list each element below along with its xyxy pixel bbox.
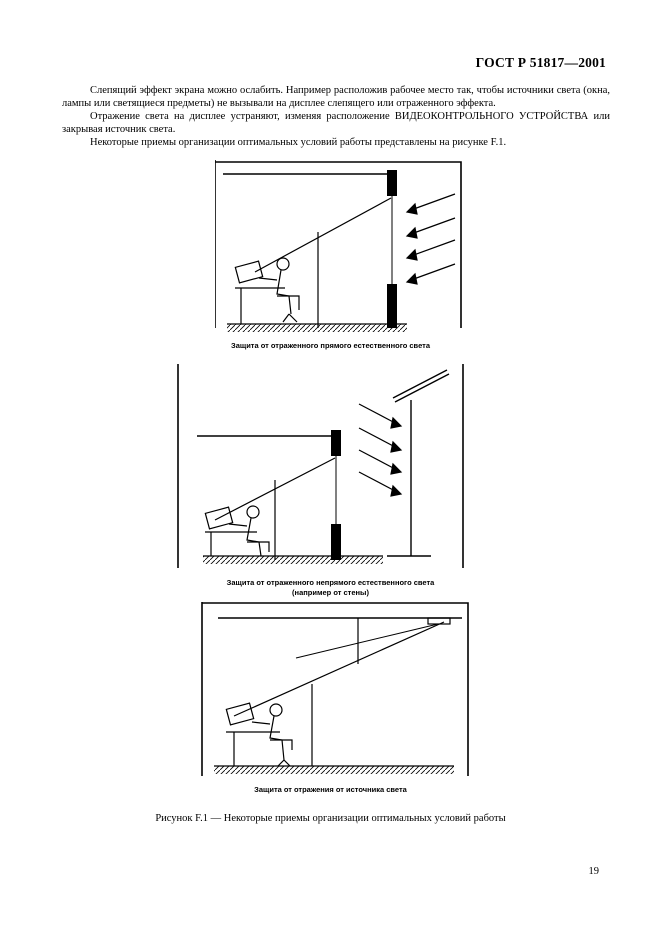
figure-indirect-daylight xyxy=(175,360,475,572)
light-ray xyxy=(296,624,438,658)
room-outline xyxy=(202,602,468,776)
figure-light-source xyxy=(200,600,472,784)
figure-caption-indirect-line1: Защита от отраженного непрямого естественного света xyxy=(226,578,435,587)
sightline xyxy=(255,198,391,272)
paragraph-glare: Слепящий эффект экрана можно ослабить. Например расположив рабочее место так, чтобы источники света (окна, лампы или светящиеся предметы) не вызывали на дисплее слепящего или отраженного эффекта. xyxy=(62,85,610,109)
figure-caption-direct: Защита от отраженного прямого естественного света xyxy=(231,341,430,350)
figure-caption-main: Рисунок F.1 — Некоторые приемы организации оптимальных условий работы xyxy=(155,813,506,824)
paragraph-figure-ref: Некоторые приемы организации оптимальных условий работы представлены на рисунке F.1. xyxy=(90,137,507,148)
figure-direct-daylight xyxy=(215,160,475,340)
window-sill-wall xyxy=(387,284,397,328)
floor xyxy=(227,324,407,332)
paragraph-reflection: Отражение света на дисплее устраняют, изменяя расположение ВИДЕОКОНТРОЛЬНОГО УСТРОЙСТВА или закрывая источник света. xyxy=(62,111,610,135)
ceiling-lamp xyxy=(428,618,450,624)
window-upper xyxy=(331,430,341,456)
document-header: ГОСТ Р 51817—2001 xyxy=(475,55,606,70)
workstation-person xyxy=(205,506,269,556)
sightline xyxy=(234,622,444,716)
workstation-person xyxy=(235,258,299,324)
figure-caption-indirect-line2: (например от стены) xyxy=(292,588,369,597)
figure-caption-light-source: Защита от отражения от источника света xyxy=(254,785,407,794)
window-sill-wall xyxy=(331,524,341,560)
daylight-arrows xyxy=(407,194,455,284)
external-wall xyxy=(387,370,449,556)
body-text xyxy=(62,84,610,149)
floor xyxy=(203,556,383,564)
window-upper xyxy=(387,170,397,196)
workstation-person xyxy=(226,703,292,766)
figure-caption-indirect xyxy=(0,578,661,598)
room-outline xyxy=(215,160,461,328)
floor xyxy=(214,766,454,774)
page-number: 19 xyxy=(588,866,599,877)
daylight-arrows xyxy=(359,404,401,496)
